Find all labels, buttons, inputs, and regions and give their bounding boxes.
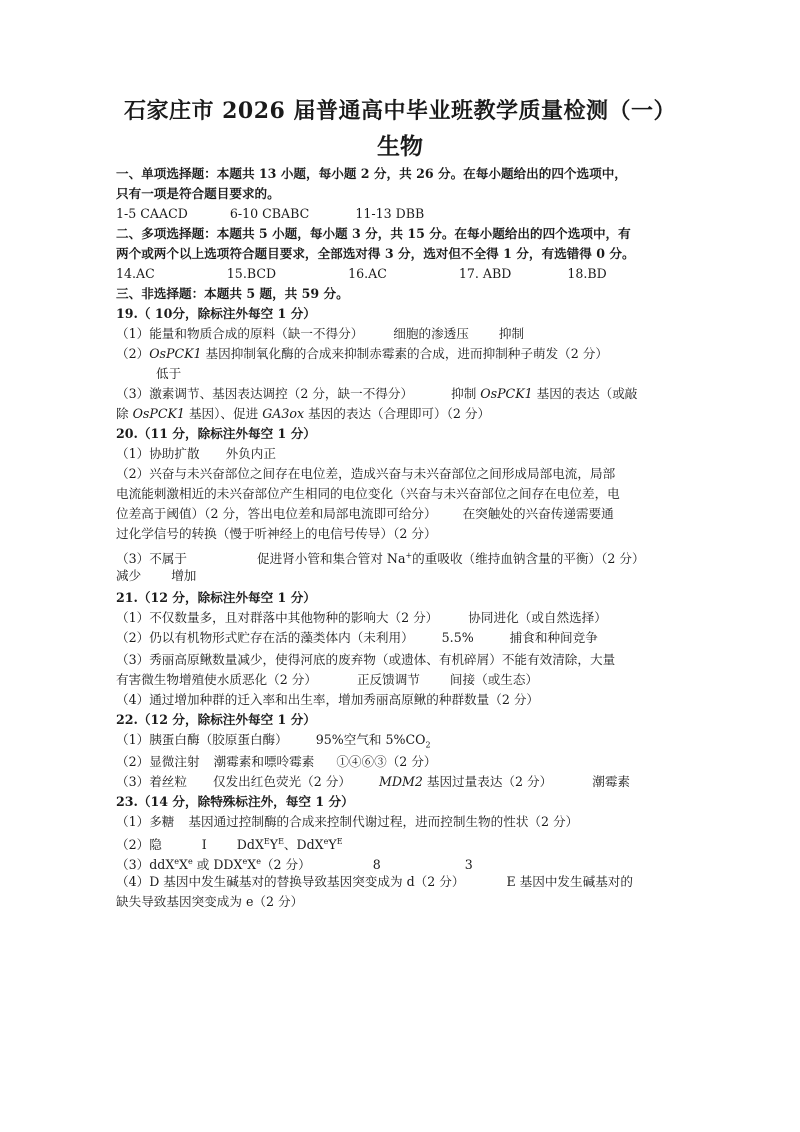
- section-2-answers: [116, 264, 691, 284]
- subject-title: 生物: [377, 133, 423, 160]
- q21-heading: 21.（12 分，除标注外每空 1 分）: [116, 590, 316, 605]
- text-run: 间接（或生态）: [449, 672, 539, 687]
- exam-title: 石家庄市 2026 届普通高中毕业班教学质量检测（一）: [123, 98, 677, 124]
- text-run: 8: [372, 857, 381, 873]
- q19-2-label: （2）: [116, 346, 150, 361]
- gene-name: OsPCK1: [480, 386, 533, 401]
- text-run: E 基因中发生碱基对的: [506, 874, 633, 889]
- q23-heading: 23.（14 分，除特殊标注外，每空 1 分）: [116, 794, 354, 809]
- superscript: e: [242, 857, 248, 866]
- text-run: （2）显微注射: [116, 754, 200, 769]
- text-run: I: [201, 837, 207, 853]
- text-run: 潮霉素: [592, 774, 631, 789]
- q21-line-3: （3）秀丽高原鳅数量减少，使得河底的废弃物（或遗体、有机碎屑）不能有效清除，大量: [116, 652, 616, 667]
- q23-line-1: [116, 812, 691, 832]
- text-run: （3）着丝粒: [116, 774, 187, 789]
- text-run: 基因通过控制酶的合成来控制代谢过程，进而控制生物的性状（2 分）: [188, 814, 579, 829]
- text-run: 基因的表达（合理即可）（2 分）: [304, 406, 491, 421]
- section-2-heading: 二、多项选择题：本题共 5 小题，每小题 3 分，共 15 分。在每小题给出的四个选项中，有: [116, 226, 631, 241]
- text-run: Y: [328, 837, 337, 853]
- answer-15: 15.BCD: [226, 266, 277, 281]
- q19-line-3: 低于: [156, 366, 182, 381]
- section-1-answers: [116, 204, 691, 224]
- answer-18: 18.BD: [567, 266, 607, 281]
- text-run: 的重吸收（维持血钠含量的平衡）（2 分）: [412, 551, 645, 567]
- q23-line-4: [116, 872, 691, 892]
- superscript: E: [263, 837, 270, 846]
- text-run: （3）不属于: [116, 551, 187, 567]
- text-run: X: [179, 857, 188, 873]
- text-run: 基因）、促进: [184, 406, 263, 421]
- text-run: 增加: [171, 568, 197, 583]
- text-run: 协同进化（或自然选择）: [468, 610, 607, 625]
- text-run: （3）ddX: [116, 857, 175, 873]
- superscript: E: [278, 837, 284, 846]
- q21-line-5: （4）通过增加种群的迁入率和出生率，增加秀丽高原鳅的种群数量（2 分）: [116, 692, 540, 707]
- superscript: E: [336, 837, 343, 846]
- gene-name: OsPCK1: [149, 346, 202, 361]
- q20-line-1: [116, 444, 691, 464]
- q23-line-5: 缺失导致基因突变成为 e（2 分）: [116, 894, 304, 909]
- q19-line-2: [116, 344, 691, 364]
- answer-14: 14.AC: [116, 266, 155, 281]
- superscript: e: [256, 857, 261, 866]
- text-run: 、DdX: [283, 837, 324, 853]
- superscript: e: [188, 857, 193, 866]
- q19-line-1: [116, 324, 691, 344]
- text-run: DdX: [236, 837, 264, 853]
- q21-line-2: [116, 628, 691, 648]
- q19-1-answer-c: 抑制: [498, 326, 525, 341]
- q19-heading: 19.（ 10分，除标注外每空 1 分）: [116, 306, 316, 321]
- text-run: Y: [269, 837, 279, 853]
- q22-heading: 22.（12 分，除标注外每空 1 分）: [116, 712, 316, 727]
- q19-3-answer-b-cont: 基因的表达（或敲: [532, 386, 638, 401]
- superscript: e: [323, 837, 329, 846]
- section-1-heading-cont: 只有一项是符合题目要求的。: [116, 186, 280, 201]
- gene-name: GA3ox: [262, 406, 305, 421]
- superscript: e: [174, 857, 180, 866]
- q19-2-answer: 基因抑制氧化酶的合成来抑制赤霉素的合成，进而抑制种子萌发（2 分）: [201, 346, 608, 361]
- text-run: 捕食和种间竞争: [509, 630, 598, 645]
- text-run: 有害微生物增殖使水质恶化（2 分）: [116, 672, 317, 687]
- q19-line-4: [116, 384, 691, 404]
- q20-line-2: （2）兴奋与未兴奋部位之间存在电位差，造成兴奋与未兴奋部位之间形成局部电流，局部: [116, 466, 616, 481]
- text-run: 正反馈调节: [356, 672, 420, 687]
- q22-line-3: [116, 772, 691, 792]
- text-run: X: [247, 857, 257, 873]
- text-run: 或 DDX: [192, 857, 243, 873]
- answer-16: 16.AC: [348, 266, 387, 281]
- text-run: 除: [116, 406, 133, 421]
- text-run: （1）不仅数量多，且对群落中其他物种的影响大（2 分）: [116, 610, 439, 625]
- section-3-heading: 三、非选择题：本题共 5 题，共 59 分。: [116, 286, 349, 301]
- q20-1-answer-b: 外负内正: [225, 446, 276, 461]
- text-run: ①④⑥③（2 分）: [336, 754, 437, 769]
- q21-line-4: [116, 670, 691, 690]
- q19-3-answer-a: （3）激素调节、基因表达调控（2 分，缺一不得分）: [116, 386, 414, 401]
- answer-17: 17. ABD: [458, 266, 512, 281]
- text-run: （2）隐: [116, 837, 162, 853]
- text-run: 促进肾小管和集合管对 Na: [256, 551, 406, 567]
- text-run: 潮霉素和嘌呤霉素: [213, 754, 315, 769]
- text-run: （2）仍以有机物形式贮存在活的藻类体内（未利用）: [116, 630, 414, 645]
- text-run: 在突触处的兴奋传递需要通: [462, 506, 614, 521]
- text-run: 位差高于阈值）（2 分，答出电位差和局部电流即可给分）: [116, 506, 437, 521]
- q20-1-answer-a: （1）协助扩散: [116, 446, 200, 461]
- text-run: （1）多糖: [116, 814, 175, 829]
- text-run: （1）胰蛋白酶（胶原蛋白酶）: [116, 732, 288, 747]
- text-run: 95%空气和 5%CO: [315, 732, 426, 747]
- answer-11-13: 11-13 DBB: [355, 206, 425, 221]
- text-run: 基因过量表达（2 分）: [422, 774, 553, 789]
- subscript: 2: [425, 740, 431, 750]
- gene-name: MDM2: [378, 774, 423, 789]
- q22-line-2: [116, 752, 691, 772]
- q20-line-5: 过化学信号的转换（慢于听神经上的电信号传导）（2 分）: [116, 526, 437, 541]
- text-run: 5.5%: [441, 630, 474, 645]
- q20-line-3: 电流能刺激相近的未兴奋部位产生相同的电位变化（兴奋与未兴奋部位之间存在电位差，电: [116, 486, 620, 501]
- text-run: 3: [464, 857, 473, 873]
- q20-heading: 20.（11 分，除标注外每空 1 分）: [116, 426, 316, 441]
- text-run: （2 分）: [260, 857, 311, 873]
- answer-1-5: 1-5 CAACD: [116, 206, 188, 221]
- section-2-heading-cont: 两个或两个以上选项符合题目要求，全部选对得 3 分，选对但不全得 1 分，有选错得 0 分。: [116, 246, 635, 261]
- q21-line-1: [116, 608, 691, 628]
- q20-line-4: [116, 504, 691, 524]
- q20-line-7: [116, 566, 691, 586]
- text-run: 减少: [116, 568, 142, 583]
- text-run: （4）D 基因中发生碱基对的替换导致基因突变成为 d（2 分）: [116, 874, 465, 889]
- q19-1-answer-a: （1）能量和物质合成的原料（缺一不得分）: [116, 326, 364, 341]
- gene-name: OsPCK1: [132, 406, 185, 421]
- q19-3-answer-b: 抑制: [451, 386, 481, 401]
- answer-6-10: 6-10 CBABC: [229, 206, 310, 221]
- superscript: +: [405, 551, 413, 560]
- text-run: 仅发出红色荧光（2 分）: [212, 774, 351, 789]
- q19-line-5: [116, 404, 691, 424]
- q19-1-answer-b: 细胞的渗透压: [393, 326, 469, 341]
- section-1-heading: 一、单项选择题：本题共 13 小题，每小题 2 分，共 26 分。在每小题给出的四个选项中，: [116, 166, 627, 181]
